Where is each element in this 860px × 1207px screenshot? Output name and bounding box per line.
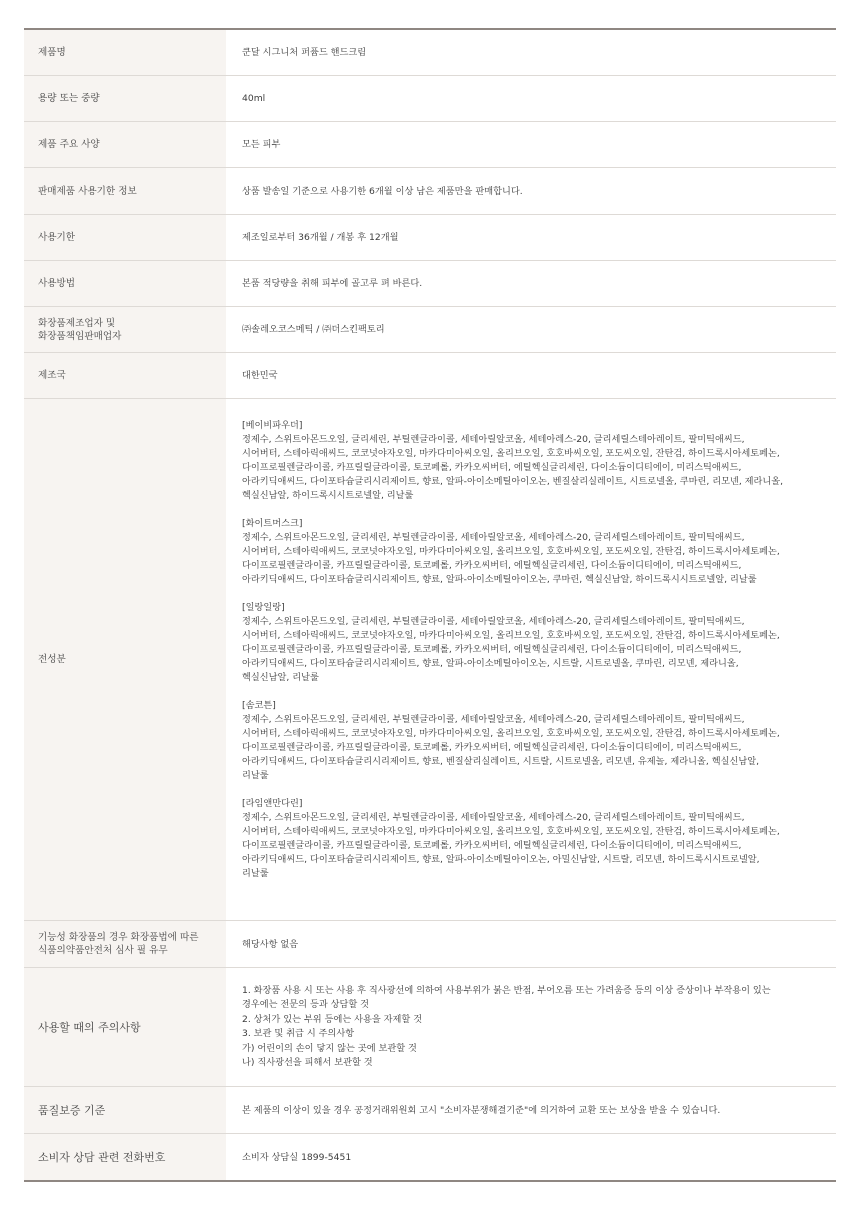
table-row [24,122,836,168]
ingredient-group-title: [솜코튼] [242,700,276,711]
ingredient-group-text: 정제수, 스위트아몬드오일, 글리세린, 부틸렌글라이콜, 세테아릴알코올, 세테아레스-20, 글리세릴스테아레이트, 팔미틱애씨드, 시어버터, 스테아릭애씨드, 코코넛야자오일, 마카다미아씨오일, 올리브오일, 호호바씨오일, 포도씨오일, 잔탄검, 하이드록시아세토페논, 다이프로필렌글라이콜, 카프릴릴글라이콜, 토코페롤, 카카오씨버터, 에틸헥실글리세린, 다이소듐이디티에이, 미리스틱애씨드, 아라키딕애씨드, 다이포타슘글리시리제이트, 향료, 알파-아이소메틸아이오논, 쿠마린, 헥실신남알, 하이드록시시트로넬알, 리날룰 [242,532,780,585]
row-label: 사용기한 [24,215,226,260]
functional-value: 해당사항 없음 [242,938,299,950]
product-info-table [24,28,836,1182]
ingredient-group-title: [라임앤만다린] [242,798,303,809]
row-label: 화장품제조업자 및 화장품책임판매업자 [24,307,226,352]
ingredient-group-text: 정제수, 스위트아몬드오일, 글리세린, 부틸렌글라이콜, 세테아릴알코올, 세테아레스-20, 글리세릴스테아레이트, 팔미틱애씨드, 시어버터, 스테아릭애씨드, 코코넛야자오일, 마카다미아씨오일, 올리브오일, 호호바씨오일, 포도씨오일, 잔탄검, 하이드록시아세토페논, 다이프로필렌글라이콜, 카프릴릴글라이콜, 토코페롤, 카카오씨버터, 에틸헥실글리세린, 다이소듐이디티에이, 미리스틱애씨드, 아라키딕애씨드, 다이포타슘글리시리제이트, 향료, 알파-아이소메틸아이오논, 아밀신남알, 시트랄, 리모넨, 하이드록시시트로넬알, 리날룰 [242,812,780,879]
table-row [24,307,836,353]
row-value: 쿤달 시그니처 퍼퓸드 핸드크림 [242,47,367,58]
functional-row [24,921,836,968]
table-row [24,76,836,122]
table-row [24,261,836,307]
contact-value: 소비자 상담실 1899-5451 [242,1151,352,1163]
row-label: 제품 주요 사양 [24,122,226,167]
row-label: 제품명 [24,30,226,75]
row-label: 용량 또는 중량 [24,76,226,121]
ingredient-group-title: [베이비파우더] [242,420,303,431]
quality-label: 품질보증 기준 [24,1087,226,1133]
ingredients-label: 전성분 [24,399,226,920]
ingredient-group [242,419,826,503]
row-label: 제조국 [24,353,226,398]
functional-label: 기능성 화장품의 경우 화장품법에 따른 식품의약품안전처 심사 필 유무 [24,921,226,967]
ingredient-group-text: 정제수, 스위트아몬드오일, 글리세린, 부틸렌글라이콜, 세테아릴알코올, 세테아레스-20, 글리세릴스테아레이트, 팔미틱애씨드, 시어버터, 스테아릭애씨드, 코코넛야자오일, 마카다미아씨오일, 올리브오일, 호호바씨오일, 포도씨오일, 잔탄검, 하이드록시아세토페논, 다이프로필렌글라이콜, 카프릴릴글라이콜, 토코페롤, 카카오씨버터, 에틸헥실글리세린, 다이소듐이디티에이, 미리스틱애씨드, 아라키딕애씨드, 다이포타슘글리시리제이트, 향료, 벤질살리실레이트, 시트랄, 시트로넬올, 리모넨, 유제놀, 제라니올, 헥실신남알, 리날룰 [242,714,780,781]
contact-row [24,1134,836,1180]
caution-value [226,968,836,1086]
ingredients-row [24,399,836,921]
row-value: 본품 적당량을 취해 피부에 골고루 펴 바른다. [242,278,423,289]
contact-label: 소비자 상담 관련 전화번호 [24,1134,226,1180]
quality-value: 본 제품의 이상이 있을 경우 공정거래위원회 고시 "소비자분쟁해결기준"에 의거하여 교환 또는 보상을 받을 수 있습니다. [242,1104,721,1116]
ingredient-group-title: [일랑일랑] [242,602,285,613]
table-row [24,30,836,76]
row-value: 40ml [242,93,266,104]
caution-text: 1. 화장품 사용 시 또는 사용 후 직사광선에 의하여 사용부위가 붉은 반점, 부어오름 또는 가려움증 등의 이상 증상이나 부작용이 있는 경우에는 전문의 등과 상담할 것 2. 상처가 있는 부위 등에는 사용을 자제할 것 3. 보관 및 취급 시 주의사항 가) 어린이의 손이 닿지 않는 곳에 보관할 것 나) 직사광선을 피해서 보관할 것 [242,984,771,1068]
row-value: 대한민국 [242,370,278,381]
row-value: 제조일로부터 36개월 / 개봉 후 12개월 [242,232,399,243]
row-label: 사용방법 [24,261,226,306]
ingredient-group [242,517,826,587]
table-row [24,168,836,215]
row-value: ㈜솔레오코스메틱 / ㈜더스킨팩토리 [242,324,385,335]
row-value: 상품 발송일 기준으로 사용기한 6개월 이상 남은 제품만을 판매합니다. [242,185,523,197]
row-label: 판매제품 사용기한 정보 [24,168,226,214]
ingredients-value [226,399,836,920]
table-row [24,215,836,261]
ingredient-group-text: 정제수, 스위트아몬드오일, 글리세린, 부틸렌글라이콜, 세테아릴알코올, 세테아레스-20, 글리세릴스테아레이트, 팔미틱애씨드, 시어버터, 스테아릭애씨드, 코코넛야자오일, 마카다미아씨오일, 올리브오일, 호호바씨오일, 포도씨오일, 잔탄검, 하이드록시아세토페논, 다이프로필렌글라이콜, 카프릴릴글라이콜, 토코페롤, 카카오씨버터, 에틸헥실글리세린, 다이소듐이디티에이, 미리스틱애씨드, 아라키딕애씨드, 다이포타슘글리시리제이트, 향료, 알파-아이소메틸아이오논, 시트랄, 시트로넬올, 쿠마린, 리모넨, 제라니올, 헥실신남알, 리날룰 [242,616,780,683]
ingredient-group [242,699,826,783]
table-row [24,353,836,399]
ingredient-group-title: [화이트머스크] [242,518,303,529]
ingredient-group [242,797,826,881]
ingredient-group-text: 정제수, 스위트아몬드오일, 글리세린, 부틸렌글라이콜, 세테아릴알코올, 세테아레스-20, 글리세릴스테아레이트, 팔미틱애씨드, 시어버터, 스테아릭애씨드, 코코넛야자오일, 마카다미아씨오일, 올리브오일, 호호바씨오일, 포도씨오일, 잔탄검, 하이드록시아세토페논, 다이프로필렌글라이콜, 카프릴릴글라이콜, 토코페롤, 카카오씨버터, 에틸헥실글리세린, 다이소듐이디티에이, 미리스틱애씨드, 아라키딕애씨드, 다이포타슘글리시리제이트, 향료, 알파-아이소메틸아이오논, 벤질살리실레이트, 시트로넬올, 쿠마린, 리모넨, 제라니올, 헥실신남알, 하이드록시시트로넬알, 리날룰 [242,434,784,501]
row-value: 모든 피부 [242,139,281,150]
ingredient-group [242,601,826,685]
caution-row [24,968,836,1087]
caution-label: 사용할 때의 주의사항 [24,968,226,1086]
quality-row [24,1087,836,1134]
